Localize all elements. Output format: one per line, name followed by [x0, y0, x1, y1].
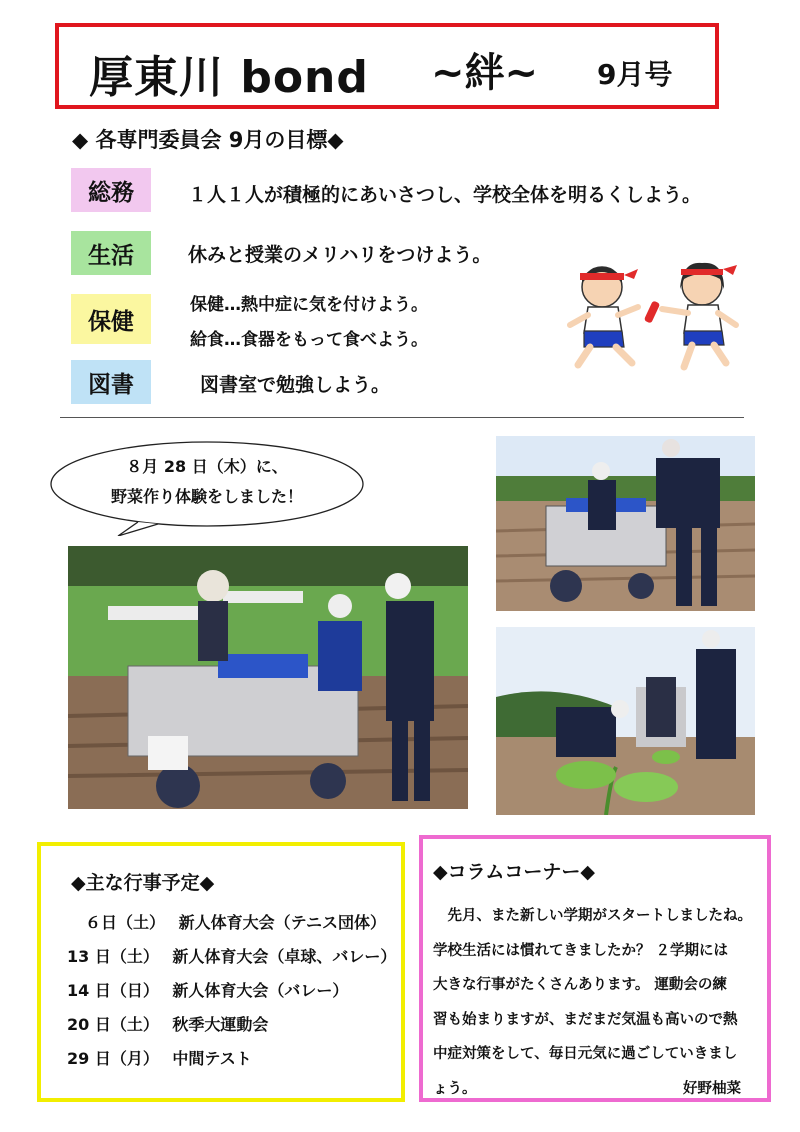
column-author: 好野柚菜: [683, 1080, 741, 1097]
issue-label: 9月号: [597, 58, 673, 91]
events-box: [37, 842, 405, 1102]
goal-soumu: １人１人が積極的にあいさつし、学校全体を明るくしよう。: [188, 184, 702, 206]
goal-hoken-1: 保健…熱中症に気を付けよう。: [190, 295, 428, 315]
column-line: ょう。: [433, 1080, 477, 1097]
event-name: 新人体育大会（卓球、バレー）: [172, 947, 397, 966]
event-name: 中間テスト: [172, 1049, 252, 1068]
event-date: 20 日（土）: [67, 1015, 159, 1034]
event-row: [67, 978, 348, 1001]
seedling-field-photo: [496, 627, 755, 815]
newsletter-subtitle: ~絆~: [431, 50, 539, 96]
column-title: ◆コラムコーナー◆: [433, 861, 596, 883]
newsletter-title: 厚東川 bond: [89, 52, 369, 103]
events-title: ◆主な行事予定◆: [71, 872, 215, 894]
boy-runner-icon: [570, 267, 638, 365]
column-line: 先月、また新しい学期がスタートしましたね。: [433, 908, 752, 924]
column-line: 中症対策をして、毎日元気に過ごしていきまし: [433, 1046, 738, 1062]
bubble-text: [48, 452, 366, 512]
goal-seikatsu: 休みと授業のメリハリをつけよう。: [188, 244, 492, 266]
girl-runner-icon: [662, 263, 737, 367]
category-soumu: 総務: [71, 168, 151, 212]
bubble-line-2: 野菜作り体験をしました！: [110, 487, 303, 506]
goals-heading: ◆ 各専門委員会 9月の目標◆: [72, 128, 344, 152]
event-date: ６日（土）: [85, 913, 166, 932]
event-date: 13 日（土）: [67, 947, 159, 966]
newsletter-header: [55, 23, 719, 109]
column-last-row: [433, 1072, 757, 1107]
column-body: [433, 899, 757, 1106]
bubble-line-1: ８月 28 日（木）に、: [126, 457, 288, 476]
goal-tosho: 図書室で勉強しよう。: [200, 374, 391, 396]
section-divider: [60, 417, 744, 418]
event-name: 秋季大運動会: [172, 1015, 269, 1034]
event-date: 29 日（月）: [67, 1049, 159, 1068]
event-row: [67, 944, 396, 967]
category-tosho: 図書: [71, 360, 151, 404]
column-line: 学校生活には慣れてきましたか？ ２学期には: [433, 942, 729, 959]
tractor-planting-photo: [68, 546, 468, 809]
category-hoken: 保健: [71, 294, 151, 344]
category-seikatsu: 生活: [71, 231, 151, 275]
relay-runners-illustration: [560, 255, 750, 380]
event-row: [67, 1012, 268, 1035]
event-name: 新人体育大会（テニス団体）: [178, 913, 386, 932]
column-line: 大きな行事がたくさんあります。 運動会の練: [433, 977, 727, 993]
event-name: 新人体育大会（バレー）: [172, 981, 349, 1000]
column-line: 習も始まりますが、まだまだ気温も高いので熱: [433, 1011, 738, 1028]
planter-machine-photo: [496, 436, 755, 611]
column-box: [419, 835, 771, 1102]
event-row: [67, 1046, 252, 1069]
goal-hoken-2: 給食…食器をもって食べよう。: [190, 330, 428, 350]
event-date: 14 日（日）: [67, 981, 159, 1000]
event-row: [85, 910, 386, 933]
